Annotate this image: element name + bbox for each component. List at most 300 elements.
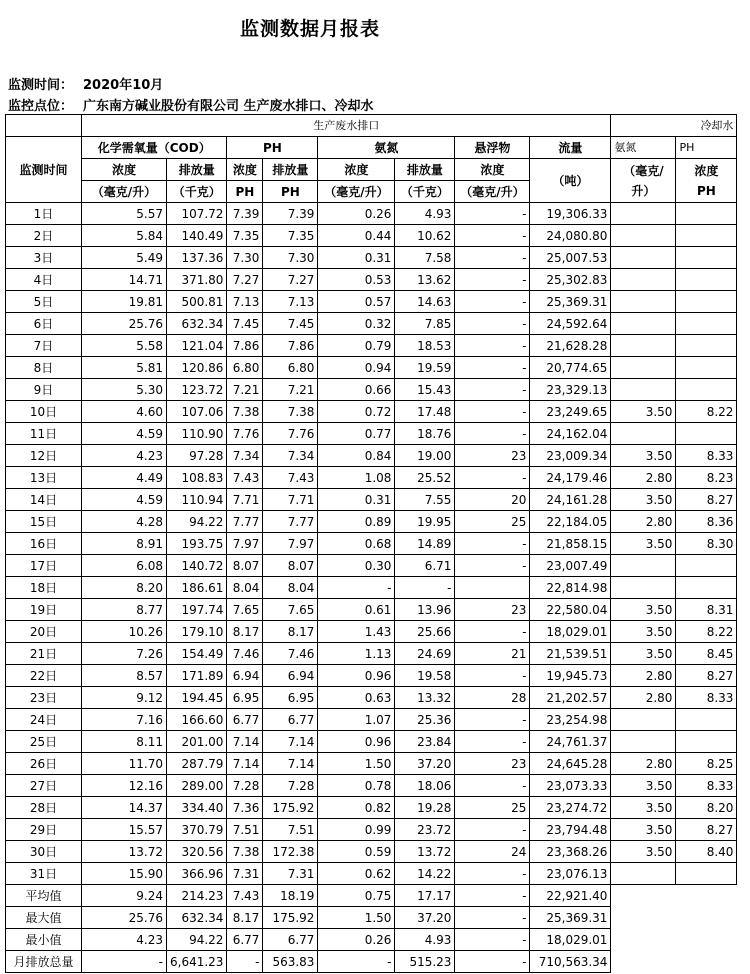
row-date: 31日 — [6, 863, 82, 885]
table-cell: 8.04 — [227, 577, 263, 599]
row-date: 5日 — [6, 291, 82, 313]
summary-cell: 18.19 — [263, 885, 318, 907]
header-ph-discharge: 排放量 — [263, 159, 318, 181]
table-cell: 7.21 — [263, 379, 318, 401]
table-cell: 22,184.05 — [530, 511, 611, 533]
table-cell: 8.40 — [676, 841, 737, 863]
table-cell: 97.28 — [167, 445, 227, 467]
table-cell: 13.72 — [395, 841, 455, 863]
monitoring-data-table — [5, 114, 737, 973]
summary-row — [6, 907, 737, 929]
table-cell: 0.72 — [318, 401, 395, 423]
table-cell: 0.31 — [318, 489, 395, 511]
table-cell: - — [455, 533, 530, 555]
table-cell: 7.21 — [227, 379, 263, 401]
table-cell: 13.62 — [395, 269, 455, 291]
table-cell: 8.07 — [227, 555, 263, 577]
table-cell: 23,329.13 — [530, 379, 611, 401]
table-cell: 11.70 — [82, 753, 167, 775]
table-cell: 6.94 — [263, 665, 318, 687]
table-cell: 186.61 — [167, 577, 227, 599]
table-cell: 25,369.31 — [530, 291, 611, 313]
header-cod-conc: 浓度 — [82, 159, 167, 181]
header-monitoring-time: 监测时间 — [6, 137, 82, 203]
header-flow: 流量 — [530, 137, 611, 159]
row-date: 23日 — [6, 687, 82, 709]
table-cell: 22,580.04 — [530, 599, 611, 621]
summary-cell: 17.17 — [395, 885, 455, 907]
table-cell: 0.61 — [318, 599, 395, 621]
table-cell: 15.90 — [82, 863, 167, 885]
header-suspended-conc-unit: （毫克/升） — [455, 181, 530, 203]
table-cell: 110.90 — [167, 423, 227, 445]
table-cell: 23,009.34 — [530, 445, 611, 467]
table-cell: - — [455, 225, 530, 247]
summary-cell: - — [455, 907, 530, 929]
table-cell: 7.34 — [227, 445, 263, 467]
table-cell: 3.50 — [611, 621, 676, 643]
monitoring-point-label: 监控点位： — [8, 99, 74, 114]
table-cell: 4.49 — [82, 467, 167, 489]
table-cell: 0.96 — [318, 731, 395, 753]
table-cell: 19.95 — [395, 511, 455, 533]
table-cell: 10.26 — [82, 621, 167, 643]
table-row — [6, 753, 737, 775]
summary-cell: 94.22 — [167, 929, 227, 951]
summary-label: 月排放总量 — [6, 951, 82, 973]
header-cooling-ph: PH — [676, 137, 737, 159]
table-cell: 7.14 — [263, 731, 318, 753]
table-cell: 201.00 — [167, 731, 227, 753]
table-cell: 18.76 — [395, 423, 455, 445]
table-row — [6, 203, 737, 225]
row-date: 3日 — [6, 247, 82, 269]
table-cell — [611, 423, 676, 445]
summary-cell: 4.23 — [82, 929, 167, 951]
monitoring-time — [8, 74, 163, 93]
header-ammonia-discharge-unit: （千克） — [395, 181, 455, 203]
table-cell: 7.71 — [263, 489, 318, 511]
table-cell: - — [455, 401, 530, 423]
summary-cell: 37.20 — [395, 907, 455, 929]
table-cell: 0.30 — [318, 555, 395, 577]
table-cell: 14.71 — [82, 269, 167, 291]
table-cell: 19.28 — [395, 797, 455, 819]
table-row — [6, 709, 737, 731]
table-cell: 0.26 — [318, 203, 395, 225]
table-cell: 6.95 — [227, 687, 263, 709]
table-cell: 7.97 — [263, 533, 318, 555]
table-cell: 8.33 — [676, 445, 737, 467]
table-cell: 7.43 — [263, 467, 318, 489]
table-cell: 14.89 — [395, 533, 455, 555]
table-cell: 0.89 — [318, 511, 395, 533]
table-cell: - — [455, 621, 530, 643]
table-cell: - — [455, 269, 530, 291]
table-cell: 17.48 — [395, 401, 455, 423]
table-cell: 7.36 — [227, 797, 263, 819]
table-row — [6, 841, 737, 863]
table-cell — [611, 357, 676, 379]
table-cell: 5.49 — [82, 247, 167, 269]
header-cod-discharge-unit: （千克） — [167, 181, 227, 203]
table-cell: 2.80 — [611, 467, 676, 489]
table-cell: 23,076.13 — [530, 863, 611, 885]
header-cooling-ph-unit — [676, 159, 737, 203]
table-cell — [676, 335, 737, 357]
table-cell: 21 — [455, 643, 530, 665]
summary-cell: 563.83 — [263, 951, 318, 973]
table-cell: - — [455, 819, 530, 841]
header-ph: PH — [227, 137, 318, 159]
table-cell: 334.40 — [167, 797, 227, 819]
header-ph-conc: 浓度 — [227, 159, 263, 181]
table-cell: 25.36 — [395, 709, 455, 731]
table-cell: 21,539.51 — [530, 643, 611, 665]
cooling-ph-conc: 浓度 — [694, 163, 719, 178]
summary-cell: 25.76 — [82, 907, 167, 929]
table-cell: 37.20 — [395, 753, 455, 775]
table-cell: 120.86 — [167, 357, 227, 379]
table-cell: 13.32 — [395, 687, 455, 709]
table-cell: 19,945.73 — [530, 665, 611, 687]
table-cell: 287.79 — [167, 753, 227, 775]
table-cell: 7.51 — [227, 819, 263, 841]
monitoring-point-value: 广东南方碱业股份有限公司 生产废水排口、冷却水 — [83, 99, 374, 114]
table-cell: 8.57 — [82, 665, 167, 687]
table-cell: 4.23 — [82, 445, 167, 467]
row-date: 10日 — [6, 401, 82, 423]
table-cell: 8.27 — [676, 489, 737, 511]
table-cell: 7.38 — [227, 401, 263, 423]
table-cell: - — [455, 423, 530, 445]
table-cell — [611, 379, 676, 401]
table-cell: 7.65 — [227, 599, 263, 621]
table-cell: 24,592.64 — [530, 313, 611, 335]
table-cell: 23,007.49 — [530, 555, 611, 577]
table-cell: 500.81 — [167, 291, 227, 313]
table-cell: 20 — [455, 489, 530, 511]
table-cell: 7.76 — [227, 423, 263, 445]
table-cell: 7.71 — [227, 489, 263, 511]
table-row — [6, 863, 737, 885]
table-row — [6, 357, 737, 379]
table-cell: 23,249.65 — [530, 401, 611, 423]
table-cell: 7.16 — [82, 709, 167, 731]
table-cell: 5.58 — [82, 335, 167, 357]
table-cell: 19.00 — [395, 445, 455, 467]
table-cell: 25 — [455, 797, 530, 819]
table-cell: 23 — [455, 445, 530, 467]
table-cell: 1.50 — [318, 753, 395, 775]
table-row — [6, 731, 737, 753]
table-cell: 140.72 — [167, 555, 227, 577]
header-production-group: 生产废水排口 — [82, 115, 611, 137]
header-ammonia-discharge: 排放量 — [395, 159, 455, 181]
table-cell: 107.72 — [167, 203, 227, 225]
table-cell: 7.14 — [227, 731, 263, 753]
table-cell: 8.45 — [676, 643, 737, 665]
table-cell: 7.28 — [263, 775, 318, 797]
table-cell: - — [455, 731, 530, 753]
table-cell: 3.50 — [611, 643, 676, 665]
table-cell: 24,080.80 — [530, 225, 611, 247]
summary-cell: 9.24 — [82, 885, 167, 907]
table-cell: 140.49 — [167, 225, 227, 247]
summary-cell: 6,641.23 — [167, 951, 227, 973]
table-cell — [611, 555, 676, 577]
summary-cell: 1.50 — [318, 907, 395, 929]
table-cell: - — [395, 577, 455, 599]
table-cell: 7.38 — [227, 841, 263, 863]
row-date: 26日 — [6, 753, 82, 775]
table-cell: 23,368.26 — [530, 841, 611, 863]
header-suspended: 悬浮物 — [455, 137, 530, 159]
row-date: 6日 — [6, 313, 82, 335]
table-cell: 0.63 — [318, 687, 395, 709]
table-cell: 166.60 — [167, 709, 227, 731]
summary-label: 最大值 — [6, 907, 82, 929]
header-ph-discharge-unit: PH — [263, 181, 318, 203]
table-cell: 7.30 — [227, 247, 263, 269]
table-cell: 370.79 — [167, 819, 227, 841]
table-cell: 7.65 — [263, 599, 318, 621]
summary-cell: - — [455, 929, 530, 951]
table-cell: - — [455, 247, 530, 269]
summary-cell: - — [455, 951, 530, 973]
summary-row — [6, 885, 737, 907]
table-cell: 5.84 — [82, 225, 167, 247]
table-cell: 7.85 — [395, 313, 455, 335]
table-cell: 6.95 — [263, 687, 318, 709]
row-date: 28日 — [6, 797, 82, 819]
row-date: 21日 — [6, 643, 82, 665]
table-row — [6, 489, 737, 511]
row-date: 8日 — [6, 357, 82, 379]
row-date: 1日 — [6, 203, 82, 225]
table-cell: 7.13 — [263, 291, 318, 313]
table-cell: 19.81 — [82, 291, 167, 313]
header-cooling-group: 冷却水 — [611, 115, 737, 137]
table-cell: 23,254.98 — [530, 709, 611, 731]
table-cell: 21,202.57 — [530, 687, 611, 709]
summary-cell: - — [318, 951, 395, 973]
table-cell: 8.07 — [263, 555, 318, 577]
table-cell: 14.22 — [395, 863, 455, 885]
table-cell: 7.77 — [263, 511, 318, 533]
table-cell: - — [455, 357, 530, 379]
table-row — [6, 775, 737, 797]
table-cell: 14.63 — [395, 291, 455, 313]
table-cell: 0.78 — [318, 775, 395, 797]
table-cell: - — [455, 467, 530, 489]
table-cell: 8.27 — [676, 819, 737, 841]
row-date: 19日 — [6, 599, 82, 621]
table-cell: 22,814.98 — [530, 577, 611, 599]
table-cell: 4.28 — [82, 511, 167, 533]
table-cell: 8.04 — [263, 577, 318, 599]
monitoring-time-label: 监测时间： — [8, 78, 74, 93]
table-cell: - — [455, 665, 530, 687]
table-cell: 107.06 — [167, 401, 227, 423]
table-header — [6, 115, 737, 203]
table-cell: 7.45 — [263, 313, 318, 335]
row-date: 30日 — [6, 841, 82, 863]
table-cell: 632.34 — [167, 313, 227, 335]
table-row — [6, 687, 737, 709]
table-cell — [676, 577, 737, 599]
table-cell: 171.89 — [167, 665, 227, 687]
table-cell: 8.33 — [676, 687, 737, 709]
table-cell: 172.38 — [263, 841, 318, 863]
table-cell: 8.91 — [82, 533, 167, 555]
table-cell: 2.80 — [611, 753, 676, 775]
table-cell: 23,073.33 — [530, 775, 611, 797]
table-row — [6, 335, 737, 357]
table-cell: 25.76 — [82, 313, 167, 335]
table-cell: 8.17 — [263, 621, 318, 643]
table-cell: 175.92 — [263, 797, 318, 819]
table-cell: 8.27 — [676, 665, 737, 687]
table-cell: 0.96 — [318, 665, 395, 687]
summary-cell: 0.26 — [318, 929, 395, 951]
summary-cell: 515.23 — [395, 951, 455, 973]
header-cod: 化学需氧量（COD） — [82, 137, 227, 159]
table-cell: 9.12 — [82, 687, 167, 709]
table-cell: 0.62 — [318, 863, 395, 885]
summary-cell: 632.34 — [167, 907, 227, 929]
table-cell — [611, 225, 676, 247]
table-cell: 197.74 — [167, 599, 227, 621]
table-cell: - — [455, 203, 530, 225]
table-cell: 320.56 — [167, 841, 227, 863]
table-row — [6, 401, 737, 423]
table-cell — [676, 225, 737, 247]
table-cell: 8.77 — [82, 599, 167, 621]
table-cell — [676, 555, 737, 577]
table-cell: 193.75 — [167, 533, 227, 555]
table-cell — [676, 203, 737, 225]
summary-label: 平均值 — [6, 885, 82, 907]
table-cell: 8.30 — [676, 533, 737, 555]
table-cell: 6.71 — [395, 555, 455, 577]
summary-cell: 25,369.31 — [530, 907, 611, 929]
row-date: 16日 — [6, 533, 82, 555]
table-cell: 7.35 — [263, 225, 318, 247]
row-date: 20日 — [6, 621, 82, 643]
table-cell: 8.36 — [676, 511, 737, 533]
table-cell: 8.22 — [676, 401, 737, 423]
table-cell: 1.07 — [318, 709, 395, 731]
table-row — [6, 643, 737, 665]
report-title: 监测数据月报表 — [239, 18, 380, 40]
table-cell: 8.11 — [82, 731, 167, 753]
table-cell — [676, 269, 737, 291]
table-cell: 3.50 — [611, 533, 676, 555]
table-cell — [676, 313, 737, 335]
summary-cell: 175.92 — [263, 907, 318, 929]
row-date: 12日 — [6, 445, 82, 467]
table-cell: 25.52 — [395, 467, 455, 489]
table-cell: 194.45 — [167, 687, 227, 709]
table-cell: 0.59 — [318, 841, 395, 863]
table-cell — [676, 357, 737, 379]
table-cell — [676, 423, 737, 445]
table-cell: 0.99 — [318, 819, 395, 841]
table-cell: 4.93 — [395, 203, 455, 225]
header-ammonia-conc: 浓度 — [318, 159, 395, 181]
row-date: 18日 — [6, 577, 82, 599]
summary-cell: 18,029.01 — [530, 929, 611, 951]
summary-row — [6, 929, 737, 951]
table-cell: 7.35 — [227, 225, 263, 247]
header-suspended-conc: 浓度 — [455, 159, 530, 181]
table-cell: 7.86 — [263, 335, 318, 357]
table-cell: 7.13 — [227, 291, 263, 313]
table-cell: 23,794.48 — [530, 819, 611, 841]
table-cell: 4.60 — [82, 401, 167, 423]
table-cell: 13.96 — [395, 599, 455, 621]
table-summary — [6, 885, 737, 973]
table-cell: 1.08 — [318, 467, 395, 489]
row-date: 14日 — [6, 489, 82, 511]
row-date: 17日 — [6, 555, 82, 577]
table-cell: 0.82 — [318, 797, 395, 819]
monitoring-point — [8, 95, 374, 114]
table-cell: 0.57 — [318, 291, 395, 313]
summary-cell: 6.77 — [263, 929, 318, 951]
table-cell — [611, 709, 676, 731]
row-date: 29日 — [6, 819, 82, 841]
table-cell: - — [318, 577, 395, 599]
table-cell — [676, 379, 737, 401]
table-row — [6, 379, 737, 401]
table-cell: 23.84 — [395, 731, 455, 753]
table-cell: 3.50 — [611, 841, 676, 863]
table-cell: 19,306.33 — [530, 203, 611, 225]
row-date: 2日 — [6, 225, 82, 247]
table-cell: 121.04 — [167, 335, 227, 357]
table-cell: 7.14 — [227, 753, 263, 775]
table-cell: - — [455, 313, 530, 335]
table-cell: 8.25 — [676, 753, 737, 775]
table-cell: 0.31 — [318, 247, 395, 269]
summary-row — [6, 951, 737, 973]
table-cell: 24,162.04 — [530, 423, 611, 445]
table-cell: 3.50 — [611, 775, 676, 797]
table-cell: - — [455, 291, 530, 313]
table-cell: 4.59 — [82, 423, 167, 445]
table-row — [6, 577, 737, 599]
summary-cell: - — [82, 951, 167, 973]
table-cell: 7.76 — [263, 423, 318, 445]
table-cell: 123.72 — [167, 379, 227, 401]
table-cell: 7.27 — [263, 269, 318, 291]
table-row — [6, 445, 737, 467]
table-row — [6, 533, 737, 555]
table-row — [6, 599, 737, 621]
table-cell: 7.86 — [227, 335, 263, 357]
table-cell: 8.20 — [676, 797, 737, 819]
table-cell: 2.80 — [611, 687, 676, 709]
table-cell: 7.55 — [395, 489, 455, 511]
summary-cell: - — [455, 885, 530, 907]
table-cell: 7.46 — [263, 643, 318, 665]
table-row — [6, 225, 737, 247]
table-cell: 14.37 — [82, 797, 167, 819]
table-cell — [676, 863, 737, 885]
table-cell: 0.32 — [318, 313, 395, 335]
